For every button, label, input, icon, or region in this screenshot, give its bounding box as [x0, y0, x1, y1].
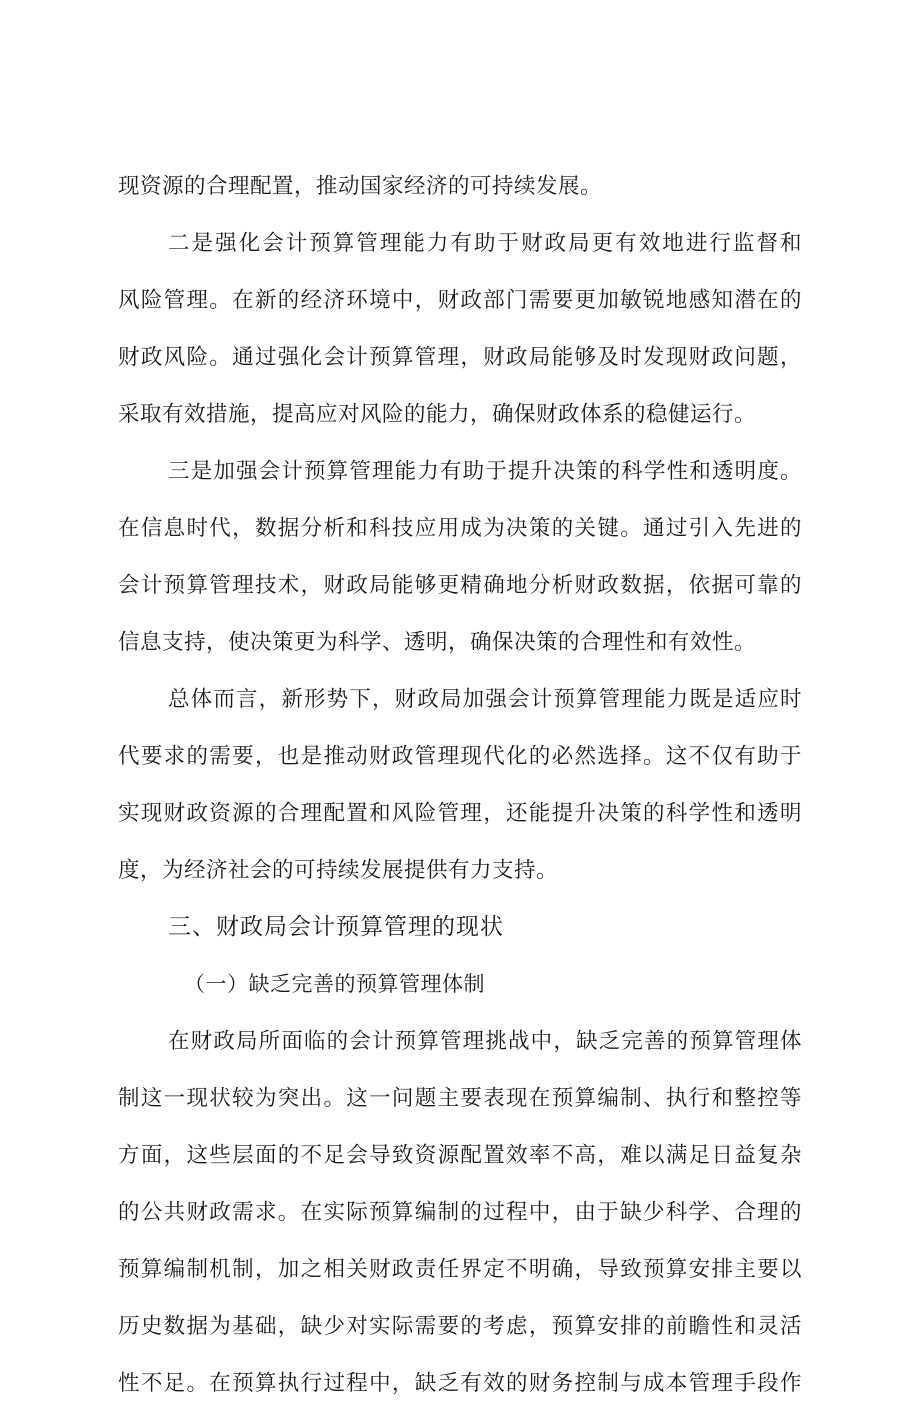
paragraph-line: 性不足。在预算执行过程中，缺乏有效的财务控制与成本管理手段作 [118, 1371, 802, 1396]
paragraph-line: 度，为经济社会的可持续发展提供有力支持。 [118, 858, 559, 883]
paragraph-line: 会计预算管理技术，财政局能够更精确地分析财政数据，依据可靠的 [118, 573, 802, 598]
paragraph-line: 在信息时代，数据分析和科技应用成为决策的关键。通过引入先进的 [118, 516, 802, 541]
document-page [118, 158, 802, 1412]
paragraph-line: 制这一现状较为突出。这一问题主要表现在预算编制、执行和整控等 [118, 1086, 802, 1111]
paragraph-line: 信息支持，使决策更为科学、透明，确保决策的合理性和有效性。 [118, 630, 757, 655]
paragraph-line: 代要求的需要，也是推动财政管理现代化的必然选择。这不仅有助于 [118, 744, 802, 769]
paragraph-line: 预算编制机制，加之相关财政责任界定不明确，导致预算安排主要以 [118, 1257, 802, 1282]
paragraph-line: 现资源的合理配置，推动国家经济的可持续发展。 [118, 174, 603, 199]
paragraph-line: 风险管理。在新的经济环境中，财政部门需要更加敏锐地感知潜在的 [118, 288, 802, 313]
paragraph-line: 历史数据为基础，缺少对实际需要的考虑，预算安排的前瞻性和灵活 [118, 1314, 802, 1339]
paragraph-line: 总体而言，新形势下，财政局加强会计预算管理能力既是适应时 [168, 687, 802, 712]
paragraph-line: 在财政局所面临的会计预算管理挑战中，缺乏完善的预算管理体 [168, 1029, 802, 1054]
paragraph-line: 采取有效措施，提高应对风险的能力，确保财政体系的稳健运行。 [118, 402, 757, 427]
paragraph-line: 财政风险。通过强化会计预算管理，财政局能够及时发现财政问题， [118, 345, 802, 370]
paragraph-line: 方面，这些层面的不足会导致资源配置效率不高，难以满足日益复杂 [118, 1143, 802, 1168]
paragraph-line: 三是加强会计预算管理能力有助于提升决策的科学性和透明度。 [168, 459, 802, 484]
paragraph-line: 的公共财政需求。在实际预算编制的过程中，由于缺少科学、合理的 [118, 1200, 802, 1225]
subsection-heading: （一）缺乏完善的预算管理体制 [184, 972, 485, 996]
section-heading: 三、财政局会计预算管理的现状 [168, 914, 504, 940]
paragraph-line: 实现财政资源的合理配置和风险管理，还能提升决策的科学性和透明 [118, 801, 802, 826]
paragraph-line: 二是强化会计预算管理能力有助于财政局更有效地进行监督和 [168, 231, 802, 256]
